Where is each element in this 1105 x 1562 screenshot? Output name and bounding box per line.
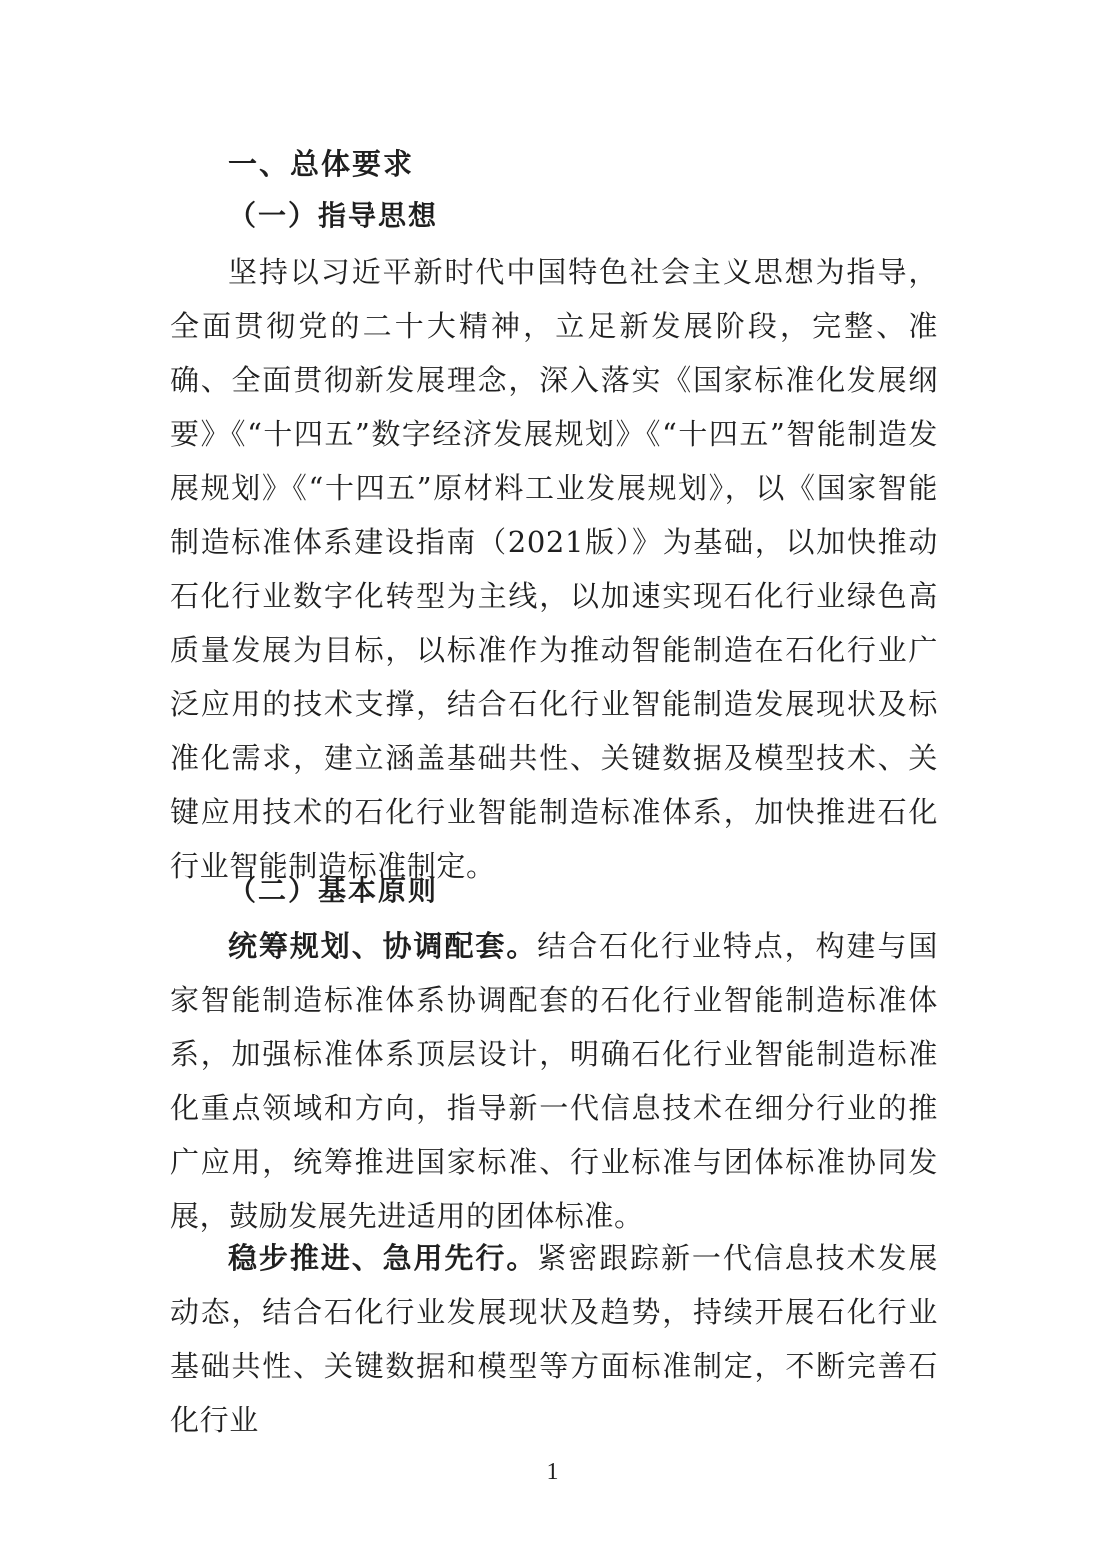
section-heading-guiding-ideology: （一）指导思想: [228, 199, 439, 232]
principle-body-steady-progress: 紧密跟踪新一代信息技术发展动态，结合石化行业发展现状及趋势，持续开展石化行业基础共性、关键数据和模型等方面标准制定，不断完善石化行业: [170, 1241, 938, 1437]
paragraph-principle-overall-planning: [170, 919, 938, 1243]
paragraph-principle-steady-progress: [170, 1231, 938, 1447]
page-number: 1: [546, 1459, 559, 1485]
main-heading: 一、总体要求: [228, 147, 415, 181]
principle-body-overall-planning: 结合石化行业特点，构建与国家智能制造标准体系协调配套的石化行业智能制造标准体系，加强标准体系顶层设计，明确石化行业智能制造标准化重点领域和方向，指导新一代信息技术在细分行业的推广应用，统筹推进国家标准、行业标准与团体标准协同发展，鼓励发展先进适用的团体标准。: [170, 929, 938, 1233]
paragraph-guiding-ideology: 坚持以习近平新时代中国特色社会主义思想为指导，全面贯彻党的二十大精神，立足新发展阶段，完整、准确、全面贯彻新发展理念，深入落实《国家标准化发展纲要》《“十四五”数字经济发展规划》《“十四五”智能制造发展规划》《“十四五”原材料工业发展规划》，以《国家智能制造标准体系建设指南（2021版）》为基础，以加快推动石化行业数字化转型为主线，以加速实现石化行业绿色高质量发展为目标，以标准作为推动智能制造在石化行业广泛应用的技术支撑，结合石化行业智能制造发展现状及标准化需求，建立涵盖基础共性、关键数据及模型技术、关键应用技术的石化行业智能制造标准体系，加快推进石化行业智能制造标准制定。: [170, 255, 938, 883]
section-heading-basic-principles: （二）基本原则: [228, 874, 439, 907]
principle-lead-steady-progress: 稳步推进、急用先行。: [228, 1241, 538, 1275]
principle-lead-overall-planning: 统筹规划、协调配套。: [228, 929, 538, 963]
